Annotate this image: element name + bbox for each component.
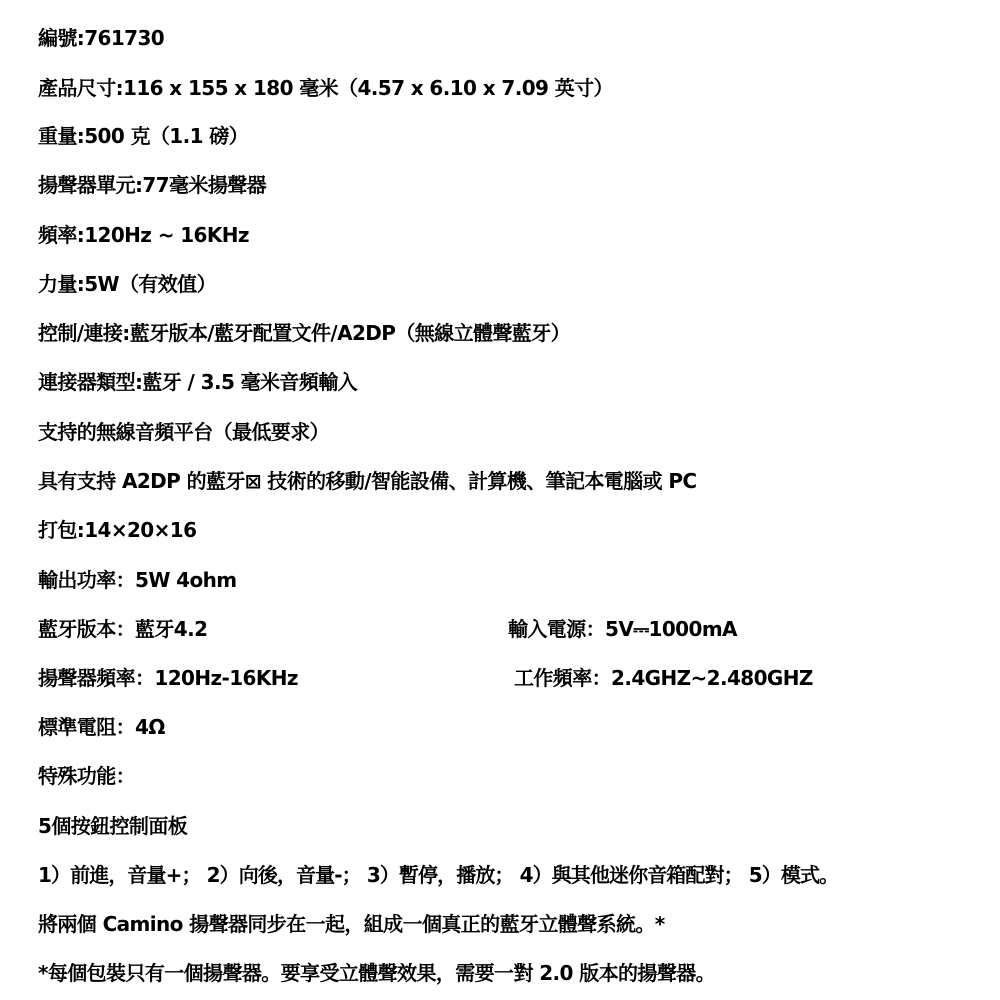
special-features-heading: 特殊功能： — [38, 764, 135, 788]
packing: 打包:14×20×16 — [38, 518, 197, 542]
working-frequency: 工作頻率：2.4GHZ~2.480GHZ — [514, 666, 813, 690]
button-list: 1）前進，音量+； 2）向後，音量-； 3）暫停，播放； 4）與其他迷你音箱配對； 5）模式。 — [38, 863, 839, 887]
speaker-frequency: 揚聲器頻率：120Hz-16KHz — [38, 666, 298, 690]
weight: 重量:500 克（1.1 磅） — [38, 124, 249, 148]
impedance: 標準電阻：4Ω — [38, 715, 165, 739]
platform-devices: 具有支持 A2DP 的藍牙⊠ 技術的移動/智能設備、計算機、筆記本電腦或 PC — [38, 469, 697, 493]
connector-type: 連接器類型:藍牙 / 3.5 毫米音頻輸入 — [38, 370, 358, 394]
product-size: 產品尺寸:116 x 155 x 180 毫米（4.57 x 6.10 x 7.09 英寸） — [38, 76, 613, 100]
power: 力量:5W（有效值） — [38, 272, 216, 296]
driver-unit: 揚聲器單元:77毫米揚聲器 — [38, 173, 267, 197]
frequency: 頻率:120Hz ~ 16KHz — [38, 223, 249, 247]
bluetooth-version: 藍牙版本：藍牙4.2 — [38, 617, 208, 641]
control-connection: 控制/連接:藍牙版本/藍牙配置文件/A2DP（無線立體聲藍牙） — [38, 321, 570, 345]
package-note: *每個包裝只有一個揚聲器。要享受立體聲效果，需要一對 2.0 版本的揚聲器。 — [38, 961, 716, 985]
sync-note: 將兩個 Camino 揚聲器同步在一起，組成一個真正的藍牙立體聲系統。* — [38, 912, 665, 936]
model-number: 編號:761730 — [38, 26, 165, 50]
supported-platforms: 支持的無線音頻平台（最低要求） — [38, 420, 329, 444]
input-power: 輸入電源：5V⎓1000mA — [508, 617, 737, 641]
output-power: 輸出功率：5W 4ohm — [38, 568, 237, 592]
button-panel: 5個按鈕控制面板 — [38, 814, 188, 838]
